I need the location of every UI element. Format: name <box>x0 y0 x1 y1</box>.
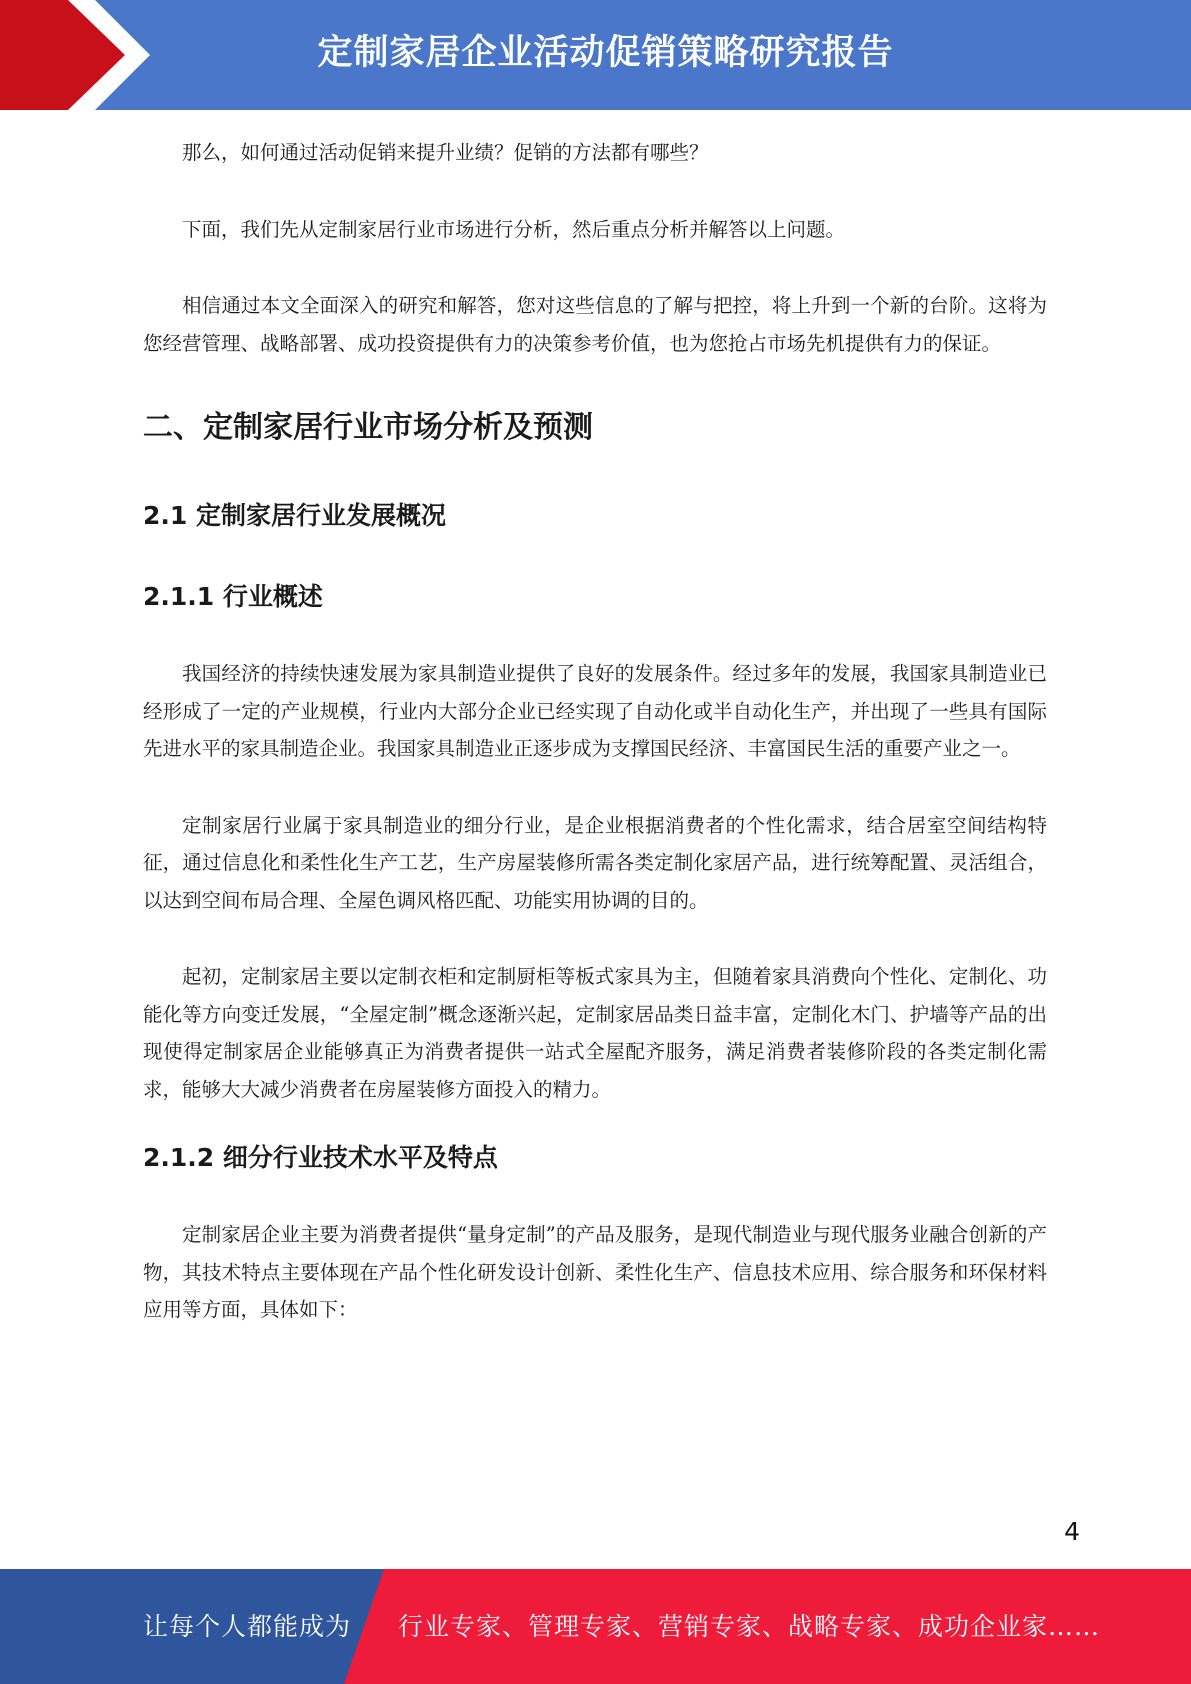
subsection-heading-2-1: 2.1 定制家居行业发展概况 <box>143 501 446 530</box>
document-body <box>143 134 1047 1329</box>
paragraph-custom-home-evolution: 起初，定制家居主要以定制衣柜和定制厨柜等板式家具为主，但随着家具消费向个性化、定制化、功能化等方向变迁发展，“全屋定制”概念逐渐兴起，定制家居品类日益丰富，定制化木门、护墙等产品的出现使得定制家居企业能够真正为消费者提供一站式全屋配齐服务，满足消费者装修阶段的各类定制化需求，能够大大减少消费者在房屋装修方面投入的精力。 <box>143 965 1047 1101</box>
page-footer <box>0 1569 1191 1684</box>
subsection-heading-2-1-1: 2.1.1 行业概述 <box>143 582 323 611</box>
footer-slogan-right: 行业专家、管理专家、营销专家、战略专家、成功企业家…… <box>398 1612 1101 1641</box>
paragraph-intro-plan: 下面，我们先从定制家居行业市场进行分析，然后重点分析并解答以上问题。 <box>182 217 846 241</box>
paragraph-intro-question: 那么，如何通过活动促销来提升业绩？促销的方法都有哪些？ <box>182 141 709 164</box>
paragraph-intro-value: 相信通过本文全面深入的研究和解答，您对这些信息的了解与把控，将上升到一个新的台阶。这将为您经营管理、战略部署、成功投资提供有力的决策参考价值，也为您抢占市场先机提供有力的保证。 <box>143 294 1047 355</box>
page-header <box>0 0 1191 110</box>
subsection-heading-2-1-2: 2.1.2 细分行业技术水平及特点 <box>143 1143 498 1172</box>
paragraph-industry-overview: 我国经济的持续快速发展为家具制造业提供了良好的发展条件。经过多年的发展，我国家具制造业已经形成了一定的产业规模，行业内大部分企业已经实现了自动化或半自动化生产，并出现了一些具有国际先进水平的家具制造企业。我国家具制造业正逐步成为支撑国民经济、丰富国民生活的重要产业之一。 <box>143 662 1047 760</box>
paragraph-custom-home-definition: 定制家居行业属于家具制造业的细分行业，是企业根据消费者的个性化需求，结合居室空间结构特征，通过信息化和柔性化生产工艺，生产房屋装修所需各类定制化家居产品，进行统筹配置、灵活组合，以达到空间布局合理、全屋色调风格匹配、功能实用协调的目的。 <box>143 813 1047 912</box>
page-number: 4 <box>1064 1517 1080 1546</box>
section-heading-2: 二、定制家居行业市场分析及预测 <box>143 410 593 445</box>
header-title: 定制家居企业活动促销策略研究报告 <box>317 33 894 73</box>
paragraph-technical-features: 定制家居企业主要为消费者提供“量身定制”的产品及服务，是现代制造业与现代服务业融合创新的产物，其技术特点主要体现在产品个性化研发设计创新、柔性化生产、信息技术应用、综合服务和环保材料应用等方面，具体如下： <box>143 1223 1047 1321</box>
footer-slogan-left: 让每个人都能成为 <box>143 1612 352 1641</box>
